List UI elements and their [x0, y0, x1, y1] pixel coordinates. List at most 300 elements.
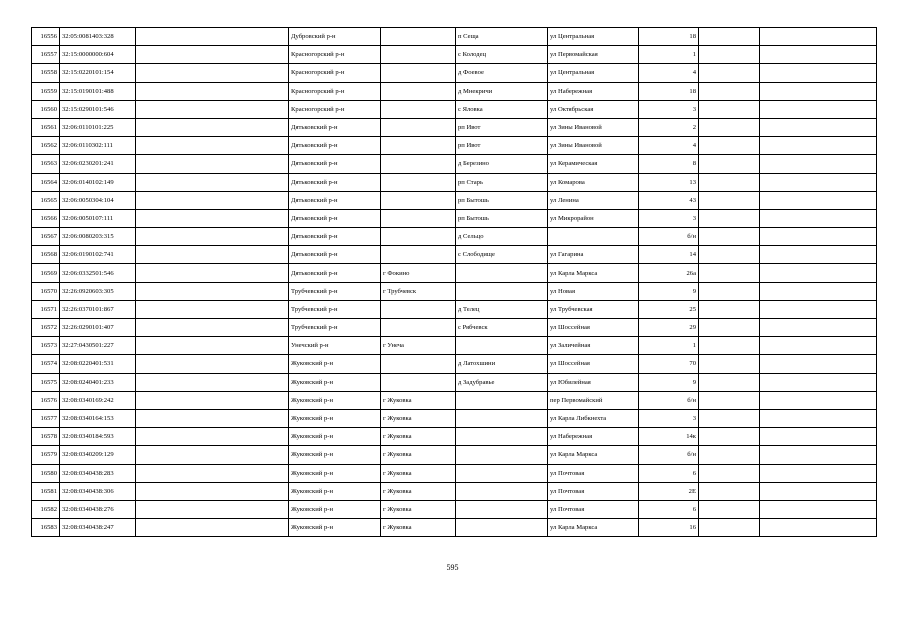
cell-number: 16570	[32, 282, 60, 300]
cell-street: ул Почтовая	[548, 500, 639, 518]
cell-empty	[136, 209, 289, 227]
cell-empty	[760, 482, 877, 500]
cell-cadastral-number: 32:05:0081403:328	[60, 28, 136, 46]
cell-number: 16556	[32, 28, 60, 46]
cell-number: 16560	[32, 100, 60, 118]
table-row	[32, 355, 877, 373]
cell-cadastral-number: 32:08:0340438:306	[60, 482, 136, 500]
cell-empty	[760, 64, 877, 82]
cell-street: ул Карла Маркса	[548, 264, 639, 282]
cell-street: ул Комарова	[548, 173, 639, 191]
cell-house: 9	[639, 282, 699, 300]
cell-cadastral-number: 32:06:0332501:546	[60, 264, 136, 282]
cell-empty	[136, 64, 289, 82]
cell-empty	[136, 355, 289, 373]
cell-number: 16581	[32, 482, 60, 500]
cell-town	[381, 209, 456, 227]
cell-settlement	[456, 519, 548, 537]
cell-empty	[760, 28, 877, 46]
registry-rows	[32, 28, 877, 537]
cell-empty	[760, 191, 877, 209]
cell-number: 16576	[32, 391, 60, 409]
cell-cadastral-number: 32:27:0430501:227	[60, 337, 136, 355]
cell-district: Дятьковский р-н	[289, 137, 381, 155]
cell-district: Дятьковский р-н	[289, 246, 381, 264]
cell-street: ул Заличейная	[548, 337, 639, 355]
cell-house: 4	[639, 137, 699, 155]
cell-house: 29	[639, 319, 699, 337]
cell-district: Дубровский р-н	[289, 28, 381, 46]
cell-settlement: п Сеща	[456, 28, 548, 46]
cell-house: 6	[639, 500, 699, 518]
cell-empty	[699, 246, 760, 264]
table-row	[32, 191, 877, 209]
cell-house: 14	[639, 246, 699, 264]
cell-house: 16	[639, 519, 699, 537]
cell-town	[381, 82, 456, 100]
cell-empty	[136, 46, 289, 64]
cell-empty	[699, 209, 760, 227]
cell-settlement: д Задубравье	[456, 373, 548, 391]
table-row	[32, 82, 877, 100]
cell-empty	[699, 228, 760, 246]
cell-cadastral-number: 32:08:0340184:593	[60, 428, 136, 446]
cell-number: 16557	[32, 46, 60, 64]
cell-empty	[760, 300, 877, 318]
cell-empty	[760, 118, 877, 136]
cell-street: ул Микрорайон	[548, 209, 639, 227]
cell-town	[381, 118, 456, 136]
cell-district: Дятьковский р-н	[289, 118, 381, 136]
cell-empty	[699, 446, 760, 464]
cell-house: 18	[639, 82, 699, 100]
cell-empty	[136, 173, 289, 191]
cell-house: 6	[639, 464, 699, 482]
table-row	[32, 300, 877, 318]
cell-district: Дятьковский р-н	[289, 228, 381, 246]
cell-empty	[136, 337, 289, 355]
table-row	[32, 228, 877, 246]
table-row	[32, 118, 877, 136]
cell-district: Красногорский р-н	[289, 100, 381, 118]
cell-cadastral-number: 32:08:0340438:276	[60, 500, 136, 518]
cell-street: ул Юбилейная	[548, 373, 639, 391]
cell-street: ул Карла Либкнехта	[548, 409, 639, 427]
cell-empty	[760, 464, 877, 482]
cell-town	[381, 191, 456, 209]
cell-street: ул Шоссейная	[548, 319, 639, 337]
page-number: 595	[446, 563, 459, 572]
table-row	[32, 155, 877, 173]
cell-empty	[699, 319, 760, 337]
cell-town	[381, 319, 456, 337]
cell-district: Жуковский р-н	[289, 373, 381, 391]
cell-empty	[760, 373, 877, 391]
cell-empty	[136, 282, 289, 300]
cell-empty	[136, 137, 289, 155]
table-row	[32, 282, 877, 300]
cell-empty	[136, 391, 289, 409]
registry-table	[31, 27, 877, 537]
cell-town: г Фокино	[381, 264, 456, 282]
cell-empty	[699, 428, 760, 446]
cell-street: ул Ленина	[548, 191, 639, 209]
cell-empty	[699, 191, 760, 209]
cell-empty	[699, 355, 760, 373]
cell-street: ул Набережная	[548, 428, 639, 446]
table-row	[32, 409, 877, 427]
cell-empty	[760, 155, 877, 173]
cell-district: Красногорский р-н	[289, 46, 381, 64]
cell-empty	[760, 82, 877, 100]
cell-empty	[136, 446, 289, 464]
cell-empty	[699, 264, 760, 282]
cell-settlement	[456, 391, 548, 409]
cell-street: ул Трубчевская	[548, 300, 639, 318]
cell-district: Дятьковский р-н	[289, 155, 381, 173]
cell-cadastral-number: 32:06:0110101:225	[60, 118, 136, 136]
cell-settlement: рп Бытошь	[456, 209, 548, 227]
cell-empty	[699, 46, 760, 64]
cell-district: Жуковский р-н	[289, 519, 381, 537]
cell-house: 9	[639, 373, 699, 391]
cell-empty	[136, 409, 289, 427]
cell-town	[381, 28, 456, 46]
cell-number: 16583	[32, 519, 60, 537]
cell-settlement: д Фоевое	[456, 64, 548, 82]
cell-cadastral-number: 32:08:0340438:247	[60, 519, 136, 537]
cell-empty	[699, 282, 760, 300]
cell-street	[548, 228, 639, 246]
cell-settlement	[456, 500, 548, 518]
cell-empty	[699, 391, 760, 409]
cell-settlement	[456, 282, 548, 300]
cell-house: 2Е	[639, 482, 699, 500]
cell-empty	[760, 228, 877, 246]
cell-house: 25	[639, 300, 699, 318]
table-row	[32, 209, 877, 227]
table-row	[32, 46, 877, 64]
cell-district: Дятьковский р-н	[289, 173, 381, 191]
cell-settlement: с Колодец	[456, 46, 548, 64]
cell-cadastral-number: 32:06:0080203:315	[60, 228, 136, 246]
cell-number: 16580	[32, 464, 60, 482]
cell-cadastral-number: 32:15:0290101:546	[60, 100, 136, 118]
cell-empty	[136, 300, 289, 318]
cell-town: г Трубчевск	[381, 282, 456, 300]
cell-town: г Жуковка	[381, 391, 456, 409]
cell-cadastral-number: 32:26:0920603:305	[60, 282, 136, 300]
cell-cadastral-number: 32:15:0220101:154	[60, 64, 136, 82]
cell-number: 16574	[32, 355, 60, 373]
cell-number: 16575	[32, 373, 60, 391]
cell-empty	[760, 100, 877, 118]
cell-cadastral-number: 32:26:0370101:867	[60, 300, 136, 318]
cell-settlement	[456, 409, 548, 427]
cell-settlement: д Мнекричи	[456, 82, 548, 100]
cell-empty	[136, 464, 289, 482]
cell-empty	[136, 264, 289, 282]
cell-number: 16563	[32, 155, 60, 173]
cell-settlement	[456, 428, 548, 446]
cell-empty	[136, 500, 289, 518]
cell-house: 3	[639, 409, 699, 427]
cell-district: Жуковский р-н	[289, 355, 381, 373]
cell-town: г Жуковка	[381, 500, 456, 518]
cell-cadastral-number: 32:08:0340209:129	[60, 446, 136, 464]
cell-house: 26а	[639, 264, 699, 282]
cell-empty	[136, 191, 289, 209]
cell-number: 16569	[32, 264, 60, 282]
cell-house: 1	[639, 337, 699, 355]
cell-district: Трубчевский р-н	[289, 300, 381, 318]
cell-empty	[699, 464, 760, 482]
table-row	[32, 264, 877, 282]
cell-street: ул Зины Ивановой	[548, 118, 639, 136]
cell-empty	[699, 373, 760, 391]
cell-town	[381, 155, 456, 173]
cell-empty	[699, 100, 760, 118]
cell-empty	[136, 519, 289, 537]
cell-house: 18	[639, 28, 699, 46]
table-row	[32, 64, 877, 82]
cell-empty	[760, 137, 877, 155]
cell-settlement: д Латохшини	[456, 355, 548, 373]
cell-street: ул Набережная	[548, 82, 639, 100]
cell-empty	[699, 118, 760, 136]
cell-settlement: рп Старь	[456, 173, 548, 191]
cell-settlement: д Телец	[456, 300, 548, 318]
cell-number: 16565	[32, 191, 60, 209]
cell-street: ул Центральная	[548, 28, 639, 46]
cell-empty	[760, 337, 877, 355]
cell-house: б/н	[639, 228, 699, 246]
cell-settlement	[456, 482, 548, 500]
cell-empty	[699, 337, 760, 355]
cell-empty	[699, 300, 760, 318]
cell-empty	[136, 28, 289, 46]
table-row	[32, 519, 877, 537]
cell-district: Жуковский р-н	[289, 464, 381, 482]
cell-house: 14к	[639, 428, 699, 446]
cell-house: б/н	[639, 446, 699, 464]
cell-town	[381, 300, 456, 318]
table-row	[32, 173, 877, 191]
table-row	[32, 100, 877, 118]
cell-street: пер Первомайский	[548, 391, 639, 409]
cell-number: 16564	[32, 173, 60, 191]
table-row	[32, 500, 877, 518]
cell-district: Жуковский р-н	[289, 409, 381, 427]
cell-district: Красногорский р-н	[289, 82, 381, 100]
cell-street: ул Карла Маркса	[548, 446, 639, 464]
table-row	[32, 246, 877, 264]
cell-empty	[760, 209, 877, 227]
cell-empty	[760, 46, 877, 64]
cell-empty	[760, 500, 877, 518]
cell-empty	[760, 519, 877, 537]
cell-district: Дятьковский р-н	[289, 191, 381, 209]
cell-settlement: рп Бытошь	[456, 191, 548, 209]
cell-district: Дятьковский р-н	[289, 209, 381, 227]
cell-number: 16561	[32, 118, 60, 136]
cell-empty	[136, 319, 289, 337]
cell-town	[381, 64, 456, 82]
cell-town: г Жуковка	[381, 446, 456, 464]
cell-town: г Жуковка	[381, 409, 456, 427]
cell-house: 8	[639, 155, 699, 173]
cell-cadastral-number: 32:08:0240401:233	[60, 373, 136, 391]
table-row	[32, 391, 877, 409]
cell-district: Трубчевский р-н	[289, 282, 381, 300]
cell-cadastral-number: 32:06:0140102:149	[60, 173, 136, 191]
cell-cadastral-number: 32:08:0340169:242	[60, 391, 136, 409]
cell-street: ул Почтовая	[548, 464, 639, 482]
cell-empty	[699, 155, 760, 173]
cell-settlement: д Сельцо	[456, 228, 548, 246]
cell-town	[381, 355, 456, 373]
table-row	[32, 482, 877, 500]
cell-empty	[699, 173, 760, 191]
table-row	[32, 446, 877, 464]
cell-number: 16579	[32, 446, 60, 464]
cell-street: ул Керамическая	[548, 155, 639, 173]
cell-settlement: рп Ивот	[456, 137, 548, 155]
cell-district: Жуковский р-н	[289, 391, 381, 409]
cell-cadastral-number: 32:06:0230201:241	[60, 155, 136, 173]
cell-number: 16559	[32, 82, 60, 100]
cell-empty	[699, 82, 760, 100]
cell-town	[381, 373, 456, 391]
table-row	[32, 373, 877, 391]
cell-town	[381, 228, 456, 246]
cell-district: Жуковский р-н	[289, 500, 381, 518]
cell-street: ул Почтовая	[548, 482, 639, 500]
cell-street: ул Первомайская	[548, 46, 639, 64]
cell-cadastral-number: 32:06:0110302:111	[60, 137, 136, 155]
cell-empty	[699, 137, 760, 155]
table-row	[32, 428, 877, 446]
cell-street: ул Зины Ивановой	[548, 137, 639, 155]
cell-settlement	[456, 337, 548, 355]
cell-cadastral-number: 32:15:0190101:488	[60, 82, 136, 100]
cell-street: ул Октябрьская	[548, 100, 639, 118]
cell-empty	[760, 391, 877, 409]
cell-street: ул Гагарина	[548, 246, 639, 264]
cell-settlement: с Яловка	[456, 100, 548, 118]
cell-empty	[760, 355, 877, 373]
cell-street: ул Карла Маркса	[548, 519, 639, 537]
cell-settlement	[456, 464, 548, 482]
cell-settlement: с Рябчевск	[456, 319, 548, 337]
cell-street: ул Центральная	[548, 64, 639, 82]
cell-empty	[760, 409, 877, 427]
cell-house: 70	[639, 355, 699, 373]
cell-number: 16578	[32, 428, 60, 446]
cell-house: 3	[639, 100, 699, 118]
cell-empty	[760, 428, 877, 446]
cell-street: ул Шоссейная	[548, 355, 639, 373]
cell-town: г Жуковка	[381, 464, 456, 482]
cell-empty	[699, 28, 760, 46]
cell-district: Жуковский р-н	[289, 482, 381, 500]
cell-town	[381, 100, 456, 118]
cell-empty	[136, 428, 289, 446]
table-row	[32, 137, 877, 155]
cell-cadastral-number: 32:15:0000000:604	[60, 46, 136, 64]
cell-empty	[136, 482, 289, 500]
table-row	[32, 28, 877, 46]
cell-number: 16562	[32, 137, 60, 155]
cell-empty	[760, 264, 877, 282]
cell-empty	[136, 228, 289, 246]
cell-district: Дятьковский р-н	[289, 264, 381, 282]
cell-cadastral-number: 32:26:0290101:407	[60, 319, 136, 337]
cell-house: 4	[639, 64, 699, 82]
cell-empty	[699, 519, 760, 537]
cell-town: г Жуковка	[381, 519, 456, 537]
cell-house: 1	[639, 46, 699, 64]
table-row	[32, 319, 877, 337]
cell-district: Трубчевский р-н	[289, 319, 381, 337]
cell-empty	[136, 155, 289, 173]
cell-town	[381, 137, 456, 155]
cell-cadastral-number: 32:08:0340438:283	[60, 464, 136, 482]
cell-empty	[699, 64, 760, 82]
cell-number: 16571	[32, 300, 60, 318]
cell-district: Унечский р-н	[289, 337, 381, 355]
cell-district: Жуковский р-н	[289, 446, 381, 464]
cell-house: 43	[639, 191, 699, 209]
cell-cadastral-number: 32:06:0050304:104	[60, 191, 136, 209]
cell-district: Жуковский р-н	[289, 428, 381, 446]
cell-empty	[760, 446, 877, 464]
cell-empty	[136, 118, 289, 136]
table-row	[32, 464, 877, 482]
cell-town: г Жуковка	[381, 482, 456, 500]
cell-town	[381, 173, 456, 191]
cell-house: 3	[639, 209, 699, 227]
cell-settlement: с Слободище	[456, 246, 548, 264]
cell-empty	[699, 482, 760, 500]
cell-empty	[136, 373, 289, 391]
cell-settlement: д Березино	[456, 155, 548, 173]
cell-number: 16582	[32, 500, 60, 518]
cell-empty	[760, 319, 877, 337]
cell-settlement: рп Ивот	[456, 118, 548, 136]
cell-number: 16566	[32, 209, 60, 227]
cell-empty	[136, 100, 289, 118]
cell-town: г Унеча	[381, 337, 456, 355]
cell-number: 16572	[32, 319, 60, 337]
cell-settlement	[456, 446, 548, 464]
cell-number: 16567	[32, 228, 60, 246]
cell-cadastral-number: 32:06:0190102:741	[60, 246, 136, 264]
cell-empty	[760, 282, 877, 300]
cell-house: 13	[639, 173, 699, 191]
cell-street: ул Новая	[548, 282, 639, 300]
cell-empty	[699, 409, 760, 427]
cell-number: 16577	[32, 409, 60, 427]
cell-settlement	[456, 264, 548, 282]
cell-empty	[699, 500, 760, 518]
cell-town: г Жуковка	[381, 428, 456, 446]
cell-number: 16558	[32, 64, 60, 82]
cell-cadastral-number: 32:06:0050107:111	[60, 209, 136, 227]
cell-number: 16568	[32, 246, 60, 264]
cell-empty	[136, 246, 289, 264]
cell-house: 2	[639, 118, 699, 136]
